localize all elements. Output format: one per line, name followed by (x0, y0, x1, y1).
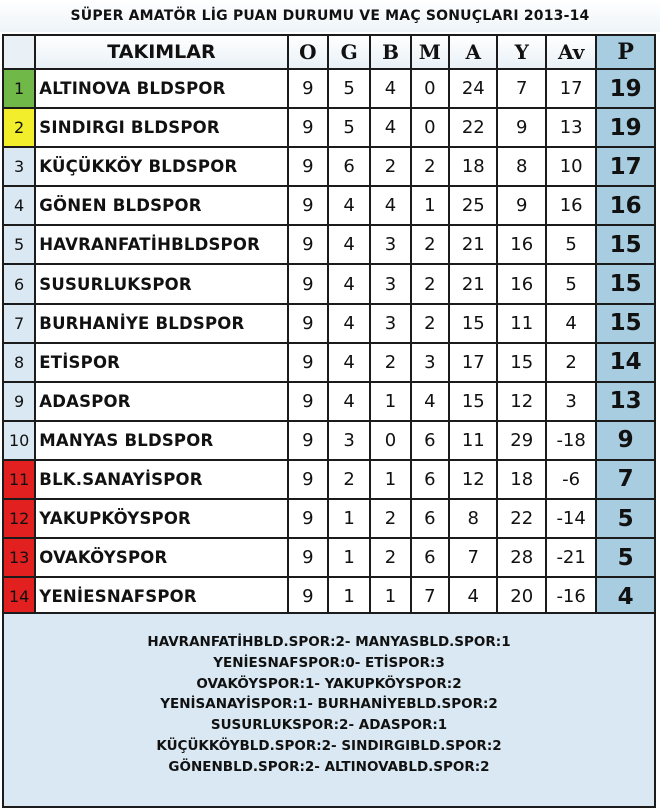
lost-cell: 2 (411, 147, 449, 186)
lost-cell: 2 (411, 304, 449, 343)
lost-cell: 6 (411, 499, 449, 538)
page-title: SÜPER AMATÖR LİG PUAN DURUMU VE MAÇ SONUÇLARI 2013-14 (0, 0, 660, 32)
goal-difference-cell: 16 (546, 186, 596, 225)
lost-cell: 0 (411, 108, 449, 147)
goals-for-header: A (449, 35, 497, 69)
table-row (3, 499, 655, 538)
rank-cell: 10 (3, 421, 35, 460)
team-name-cell: HAVRANFATİHBLDSPOR (35, 225, 287, 264)
goals-for-cell: 4 (449, 577, 497, 616)
rank-cell: 11 (3, 460, 35, 499)
team-name-cell: GÖNEN BLDSPOR (35, 186, 287, 225)
table-row (3, 186, 655, 225)
goals-for-cell: 24 (449, 69, 497, 108)
drawn-cell: 3 (370, 225, 410, 264)
team-name-cell: ALTINOVA BLDSPOR (35, 69, 287, 108)
rank-cell: 2 (3, 108, 35, 147)
team-name-cell: OVAKÖYSPOR (35, 538, 287, 577)
goals-against-cell: 9 (497, 186, 545, 225)
points-cell: 5 (596, 538, 655, 577)
won-cell: 5 (328, 108, 370, 147)
points-cell: 15 (596, 225, 655, 264)
goals-for-cell: 21 (449, 225, 497, 264)
rank-cell: 6 (3, 264, 35, 303)
match-results-list (4, 614, 654, 778)
points-cell: 7 (596, 460, 655, 499)
goals-against-cell: 12 (497, 382, 545, 421)
played-cell: 9 (288, 304, 328, 343)
goals-against-cell: 28 (497, 538, 545, 577)
rank-cell: 1 (3, 69, 35, 108)
lost-cell: 2 (411, 225, 449, 264)
lost-cell: 6 (411, 421, 449, 460)
lost-header: M (411, 35, 449, 69)
lost-cell: 6 (411, 460, 449, 499)
header-row (3, 35, 655, 69)
won-cell: 4 (328, 264, 370, 303)
played-cell: 9 (288, 343, 328, 382)
team-name-cell: KÜÇÜKKÖY BLDSPOR (35, 147, 287, 186)
goals-for-cell: 15 (449, 382, 497, 421)
rank-cell: 5 (3, 225, 35, 264)
match-result-item: HAVRANFATİHBLD.SPOR:2- MANYASBLD.SPOR:1 (147, 634, 511, 650)
drawn-cell: 4 (370, 69, 410, 108)
rank-header (3, 35, 35, 69)
goals-for-cell: 7 (449, 538, 497, 577)
points-cell: 15 (596, 264, 655, 303)
played-cell: 9 (288, 147, 328, 186)
goals-against-cell: 20 (497, 577, 545, 616)
match-result-item: OVAKÖYSPOR:1- YAKUPKÖYSPOR:2 (196, 675, 462, 692)
table-row (3, 538, 655, 577)
lost-cell: 0 (411, 69, 449, 108)
won-cell: 4 (328, 225, 370, 264)
rank-cell: 12 (3, 499, 35, 538)
goals-for-cell: 22 (449, 108, 497, 147)
goal-difference-cell: -14 (546, 499, 596, 538)
played-cell: 9 (288, 264, 328, 303)
table-row (3, 577, 655, 616)
played-header: O (288, 35, 328, 69)
won-cell: 4 (328, 186, 370, 225)
goal-difference-cell: 5 (546, 225, 596, 264)
won-cell: 4 (328, 304, 370, 343)
points-cell: 4 (596, 577, 655, 616)
standings-body (3, 69, 655, 616)
lost-cell: 7 (411, 577, 449, 616)
won-cell: 1 (328, 577, 370, 616)
rank-cell: 9 (3, 382, 35, 421)
match-result-item: YENİSANAYİSPOR:1- BURHANİYEBLD.SPOR:2 (160, 696, 498, 713)
table-row (3, 343, 655, 382)
won-cell: 4 (328, 382, 370, 421)
rank-cell: 4 (3, 186, 35, 225)
goal-difference-cell: 10 (546, 147, 596, 186)
table-row (3, 421, 655, 460)
rank-cell: 8 (3, 343, 35, 382)
points-cell: 16 (596, 186, 655, 225)
played-cell: 9 (288, 460, 328, 499)
drawn-cell: 1 (370, 577, 410, 616)
team-name-cell: YAKUPKÖYSPOR (35, 499, 287, 538)
team-header: TAKIMLAR (35, 35, 287, 69)
won-cell: 5 (328, 69, 370, 108)
points-cell: 19 (596, 69, 655, 108)
points-header: P (596, 35, 655, 69)
played-cell: 9 (288, 382, 328, 421)
goal-difference-cell: 17 (546, 69, 596, 108)
team-name-cell: MANYAS BLDSPOR (35, 421, 287, 460)
goals-against-cell: 9 (497, 108, 545, 147)
points-cell: 9 (596, 421, 655, 460)
goals-against-header: Y (497, 35, 545, 69)
lost-cell: 2 (411, 264, 449, 303)
goal-difference-cell: 4 (546, 304, 596, 343)
won-cell: 3 (328, 421, 370, 460)
goals-against-cell: 11 (497, 304, 545, 343)
goals-against-cell: 16 (497, 225, 545, 264)
table-row (3, 108, 655, 147)
rank-cell: 7 (3, 304, 35, 343)
goal-difference-cell: 5 (546, 264, 596, 303)
drawn-cell: 3 (370, 304, 410, 343)
points-cell: 19 (596, 108, 655, 147)
drawn-cell: 4 (370, 108, 410, 147)
goal-difference-cell: -21 (546, 538, 596, 577)
goals-for-cell: 11 (449, 421, 497, 460)
goals-against-cell: 18 (497, 460, 545, 499)
table-row (3, 304, 655, 343)
goals-for-cell: 15 (449, 304, 497, 343)
played-cell: 9 (288, 577, 328, 616)
points-cell: 5 (596, 499, 655, 538)
table-row (3, 225, 655, 264)
drawn-cell: 1 (370, 460, 410, 499)
lost-cell: 6 (411, 538, 449, 577)
team-name-cell: BLK.SANAYİSPOR (35, 460, 287, 499)
team-name-cell: SINDIRGI BLDSPOR (35, 108, 287, 147)
team-name-cell: YENİESNAFSPOR (35, 577, 287, 616)
team-name-cell: SUSURLUKSPOR (35, 264, 287, 303)
goals-against-cell: 8 (497, 147, 545, 186)
won-header: G (328, 35, 370, 69)
goals-against-cell: 7 (497, 69, 545, 108)
table-row (3, 147, 655, 186)
goal-difference-cell: -16 (546, 577, 596, 616)
won-cell: 2 (328, 460, 370, 499)
match-result-item: SUSURLUKSPOR:2- ADASPOR:1 (210, 717, 448, 734)
drawn-cell: 0 (370, 421, 410, 460)
goals-against-cell: 16 (497, 264, 545, 303)
match-result-item: YENİESNAFSPOR:0- ETİSPOR:3 (213, 654, 445, 671)
lost-cell: 1 (411, 186, 449, 225)
drawn-cell: 2 (370, 343, 410, 382)
team-name-cell: ADASPOR (35, 382, 287, 421)
played-cell: 9 (288, 421, 328, 460)
goals-for-cell: 18 (449, 147, 497, 186)
goal-difference-cell: 3 (546, 382, 596, 421)
goals-for-cell: 25 (449, 186, 497, 225)
won-cell: 1 (328, 499, 370, 538)
goals-against-cell: 29 (497, 421, 545, 460)
drawn-header: B (370, 35, 410, 69)
played-cell: 9 (288, 499, 328, 538)
rank-cell: 13 (3, 538, 35, 577)
table-row (3, 460, 655, 499)
match-result-item: KÜÇÜKKÖYBLD.SPOR:2- SINDIRGIBLD.SPOR:2 (156, 737, 502, 754)
played-cell: 9 (288, 225, 328, 264)
goal-difference-cell: -6 (546, 460, 596, 499)
goal-difference-header: Av (546, 35, 596, 69)
goals-against-cell: 15 (497, 343, 545, 382)
played-cell: 9 (288, 69, 328, 108)
won-cell: 1 (328, 538, 370, 577)
played-cell: 9 (288, 108, 328, 147)
match-results-panel (2, 612, 656, 808)
played-cell: 9 (288, 538, 328, 577)
table-row (3, 69, 655, 108)
match-result-item: GÖNENBLD.SPOR:2- ALTINOVABLD.SPOR:2 (168, 758, 490, 775)
drawn-cell: 2 (370, 538, 410, 577)
goals-for-cell: 17 (449, 343, 497, 382)
team-name-cell: BURHANİYE BLDSPOR (35, 304, 287, 343)
goal-difference-cell: 13 (546, 108, 596, 147)
lost-cell: 3 (411, 343, 449, 382)
points-cell: 15 (596, 304, 655, 343)
rank-cell: 14 (3, 577, 35, 616)
goals-for-cell: 8 (449, 499, 497, 538)
points-cell: 14 (596, 343, 655, 382)
drawn-cell: 1 (370, 382, 410, 421)
team-name-cell: ETİSPOR (35, 343, 287, 382)
goal-difference-cell: 2 (546, 343, 596, 382)
played-cell: 9 (288, 186, 328, 225)
points-cell: 13 (596, 382, 655, 421)
goals-for-cell: 21 (449, 264, 497, 303)
lost-cell: 4 (411, 382, 449, 421)
won-cell: 4 (328, 343, 370, 382)
goal-difference-cell: -18 (546, 421, 596, 460)
rank-cell: 3 (3, 147, 35, 186)
drawn-cell: 2 (370, 499, 410, 538)
won-cell: 6 (328, 147, 370, 186)
points-cell: 17 (596, 147, 655, 186)
standings-table (2, 34, 656, 617)
drawn-cell: 2 (370, 147, 410, 186)
table-row (3, 264, 655, 303)
goals-for-cell: 12 (449, 460, 497, 499)
table-row (3, 382, 655, 421)
goals-against-cell: 22 (497, 499, 545, 538)
drawn-cell: 3 (370, 264, 410, 303)
drawn-cell: 4 (370, 186, 410, 225)
